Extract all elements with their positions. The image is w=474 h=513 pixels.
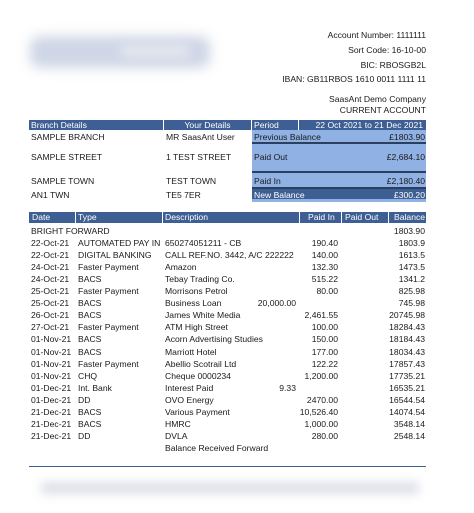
row-type: Int. Bank: [78, 382, 112, 393]
col-balance: Balance: [394, 212, 426, 222]
your-details-header: Your Details: [164, 120, 251, 130]
row-type: Faster Payment: [78, 358, 139, 369]
row-date: 25-Oct-21: [31, 298, 70, 309]
previous-balance-value: £1803.90: [389, 132, 425, 142]
row-paid-in: 20,000.00: [257, 298, 296, 309]
row-type: AUTOMATED PAY IN: [78, 237, 161, 248]
row-balance: 20745.98: [389, 310, 425, 321]
row-balance: 1803.9: [398, 237, 425, 248]
row-description: Tebay Trading Co.: [165, 273, 235, 284]
table-row: [29, 298, 426, 310]
row-description: Abellio Scotrail Ltd: [165, 358, 237, 369]
row-description: James White Media: [165, 310, 241, 321]
bank-logo-text: [120, 44, 190, 58]
table-row: [29, 395, 426, 407]
row-paid-out: 2,461.55: [304, 310, 338, 321]
row-date: 24-Oct-21: [31, 261, 70, 272]
footer-text: [40, 482, 420, 494]
company-name: SaasAnt Demo Company: [329, 94, 426, 104]
row-balance: 2548.14: [393, 431, 425, 442]
previous-balance-label: Previous Balance: [254, 132, 321, 142]
row-balance: 745.98: [398, 298, 425, 309]
row-date: 24-Oct-21: [31, 273, 70, 284]
period-value: 22 Oct 2021 to 21 Dec 2021: [299, 120, 426, 130]
row-type: DD: [78, 394, 91, 405]
row-date: 01-Dec-21: [31, 394, 72, 405]
table-row: [29, 286, 426, 298]
your-line: 1 TEST STREET: [166, 152, 232, 162]
table-row: [29, 407, 426, 419]
row-paid-out: 132.30: [311, 261, 338, 272]
row-description: Cheque 0000234: [165, 370, 231, 381]
row-date: 26-Oct-21: [31, 310, 70, 321]
new-balance-value: £300.20: [393, 190, 425, 200]
row-paid-out: 280.00: [311, 431, 338, 442]
table-bottom-rule: [29, 466, 426, 467]
row-type: DD: [78, 431, 91, 442]
sort-code: Sort Code: 16-10-00: [348, 44, 426, 55]
row-type: BACS: [78, 298, 102, 309]
row-date: 21-Dec-21: [31, 419, 72, 430]
column-separator: [299, 212, 300, 223]
branch-line: SAMPLE STREET: [31, 152, 103, 162]
table-row: [29, 310, 426, 322]
row-paid-out: 10,526.40: [299, 407, 338, 417]
column-separator: [162, 212, 163, 223]
row-paid-out: 1,200.00: [304, 370, 338, 381]
col-type: Type: [78, 212, 97, 222]
row-paid-out: 140.00: [311, 249, 338, 260]
table-row: [29, 226, 426, 238]
row-description: Acorn Advertising Studies: [165, 334, 263, 345]
row-type: DIGITAL BANKING: [78, 249, 152, 260]
row-description: DVLA: [165, 431, 188, 442]
row-date: 01-Nov-21: [31, 358, 72, 369]
row-paid-out: 2470.00: [306, 394, 338, 405]
row-balance: 1803.90: [393, 225, 425, 236]
row-description: Interest Paid: [165, 382, 214, 393]
paid-out-label: Paid Out: [254, 152, 288, 162]
row-description: HMRC: [165, 419, 191, 430]
row-type: BACS: [78, 419, 102, 430]
period-label: Period: [252, 120, 298, 130]
col-paid-in: Paid In: [308, 212, 335, 222]
row-date: 25-Oct-21: [31, 286, 70, 296]
col-date: Date: [32, 212, 51, 222]
row-paid-out: 150.00: [311, 334, 338, 345]
row-balance: 17857.43: [389, 358, 425, 369]
row-type: BACS: [78, 273, 102, 284]
branch-details-header: Branch Details: [29, 120, 163, 130]
row-balance: 1473.5: [398, 261, 425, 272]
row-paid-out: 190.40: [311, 237, 338, 248]
table-row: [29, 347, 426, 359]
row-date: 22-Oct-21: [31, 237, 70, 248]
row-paid-out: 122.22: [311, 358, 338, 369]
row-description: Balance Received Forward: [165, 443, 269, 454]
row-balance: 18034.43: [389, 346, 425, 357]
row-type: BACS: [78, 407, 102, 417]
row-paid-out: 515.22: [311, 273, 338, 284]
row-type: Faster Payment: [78, 261, 139, 272]
row-balance: 18184.43: [389, 334, 425, 345]
column-separator: [388, 212, 389, 223]
paid-out-value: £2,684.10: [386, 152, 425, 162]
row-type: BACS: [78, 334, 102, 345]
table-row: [29, 322, 426, 334]
iban: IBAN: GB11RBOS 1610 0011 1111 11: [282, 74, 426, 85]
row-balance: 825.98: [398, 286, 425, 296]
row-description: Various Payment: [165, 407, 230, 417]
table-row: [29, 262, 426, 274]
table-row: [29, 443, 426, 455]
paid-in-label: Paid In: [254, 176, 281, 186]
branch-line: SAMPLE TOWN: [31, 176, 95, 186]
row-type: BACS: [78, 310, 102, 321]
row-date: BRIGHT FORWARD: [31, 225, 110, 236]
row-paid-out: 100.00: [311, 322, 338, 333]
account-number: Account Number: 1111111: [327, 30, 426, 40]
col-description: Description: [165, 212, 208, 222]
new-balance-label: New Balance: [254, 190, 305, 200]
row-balance: 16535.21: [389, 382, 425, 393]
row-date: 22-Oct-21: [31, 249, 70, 260]
table-row: [29, 250, 426, 262]
row-balance: 1613.5: [398, 249, 425, 260]
branch-line: SAMPLE BRANCH: [31, 132, 105, 142]
table-row: [29, 238, 426, 250]
bic: BIC: RBOSGB2L: [360, 59, 426, 70]
paid-in-value: £2,180.40: [386, 176, 425, 186]
row-balance: 3548.14: [393, 419, 425, 430]
table-row: [29, 431, 426, 443]
row-date: 21-Dec-21: [31, 431, 72, 442]
row-date: 01-Dec-21: [31, 382, 72, 393]
table-row: [29, 383, 426, 395]
row-date: 01-Nov-21: [31, 370, 72, 381]
divider: [252, 142, 426, 144]
col-paid-out: Paid Out: [345, 212, 379, 222]
your-line: TEST TOWN: [166, 176, 217, 186]
your-line: MR SaasAnt User: [166, 132, 235, 142]
branch-line: AN1 TWN: [31, 190, 70, 200]
row-description: Business Loan: [165, 298, 222, 309]
row-paid-out: 1,000.00: [304, 419, 338, 430]
row-description: CALL REF.NO. 3442, A/C 222222: [165, 249, 294, 260]
row-type: CHQ: [78, 370, 98, 381]
row-description: Amazon: [165, 261, 197, 272]
row-balance: 14074.54: [389, 407, 425, 417]
column-separator: [75, 212, 76, 223]
row-description: Morrisons Petrol: [165, 286, 228, 296]
row-date: 01-Nov-21: [31, 334, 72, 345]
row-paid-in: 9.33: [279, 382, 296, 393]
row-paid-out: 80.00: [316, 286, 338, 296]
row-date: 01-Nov-21: [31, 346, 72, 357]
table-row: [29, 419, 426, 431]
table-row: [29, 359, 426, 371]
transactions-header: [29, 212, 426, 223]
row-paid-out: 177.00: [311, 346, 338, 357]
column-separator: [341, 212, 342, 223]
divider: [252, 171, 426, 173]
table-row: [29, 334, 426, 346]
row-date: 27-Oct-21: [31, 322, 70, 333]
table-row: [29, 371, 426, 383]
row-description: Marriott Hotel: [165, 346, 217, 357]
row-description: OVO Energy: [165, 394, 214, 405]
your-line: TE5 7ER: [166, 190, 201, 200]
account-info: [282, 28, 426, 87]
row-balance: 17735.21: [389, 370, 425, 381]
row-balance: 18284.43: [389, 322, 425, 333]
row-type: BACS: [78, 346, 102, 357]
account-type: CURRENT ACCOUNT: [339, 105, 426, 115]
company-info: [329, 94, 426, 116]
row-type: Faster Payment: [78, 322, 139, 333]
table-row: [29, 274, 426, 286]
row-description: 650274051211 - CB: [165, 237, 242, 248]
row-description: ATM High Street: [165, 322, 228, 333]
row-balance: 16544.54: [389, 394, 425, 405]
row-date: 21-Dec-21: [31, 407, 72, 417]
row-balance: 1341.2: [398, 273, 425, 284]
row-type: Faster Payment: [78, 286, 139, 296]
